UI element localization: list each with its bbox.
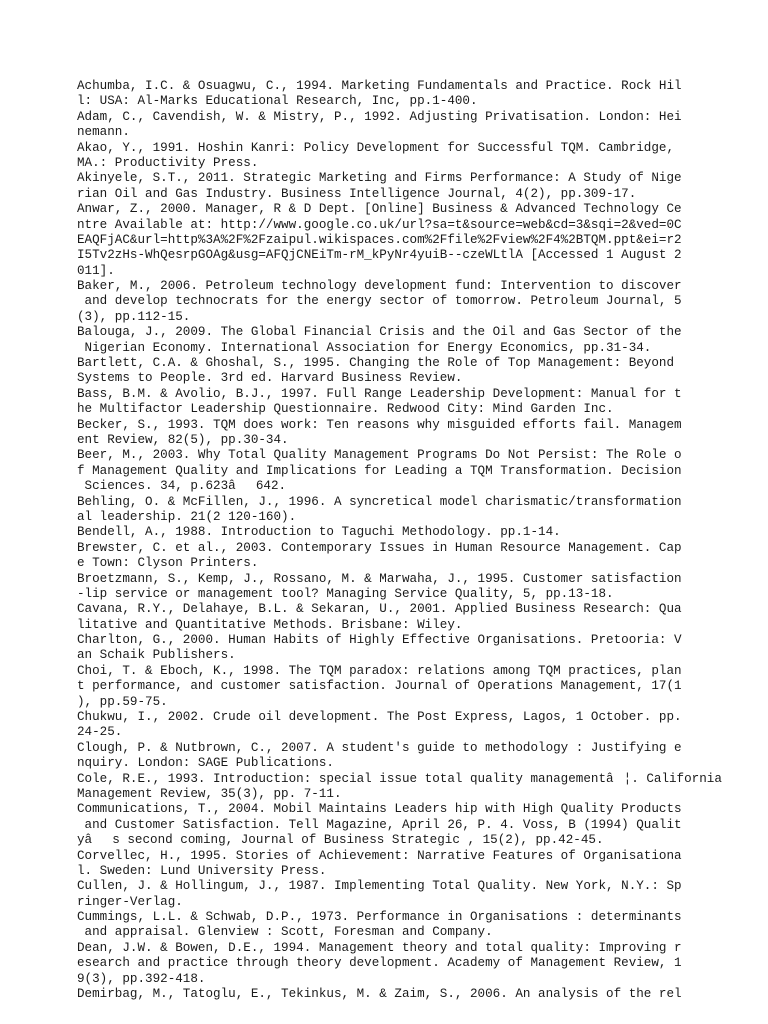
reference-line: Dean, J.W. & Bowen, D.E., 1994. Management theory and total quality: Improving r bbox=[77, 940, 682, 955]
reference-line: Cullen, J. & Hollingum, J., 1987. Implementing Total Quality. New York, N.Y.: Sp bbox=[77, 879, 682, 894]
reference-line: (3), pp.112-15. bbox=[77, 309, 191, 324]
reference-line: Cavana, R.Y., Delahaye, B.L. & Sekaran, U., 2001. Applied Business Research: Qua bbox=[77, 602, 682, 617]
reference-line: yâs second coming, Journal of Business Strategic , 15(2), pp.42-45. bbox=[77, 833, 604, 848]
reference-line: Broetzmann, S., Kemp, J., Rossano, M. & Marwaha, J., 1995. Customer satisfaction bbox=[77, 571, 682, 586]
reference-line: MA.: Productivity Press. bbox=[77, 155, 259, 170]
reference-line: nquiry. London: SAGE Publications. bbox=[77, 756, 334, 771]
reference-line: 9(3), pp.392-418. bbox=[77, 971, 206, 986]
reference-line: Bendell, A., 1988. Introduction to Taguchi Methodology. pp.1-14. bbox=[77, 525, 561, 540]
reference-line: Becker, S., 1993. TQM does work: Ten reasons why misguided efforts fail. Managem bbox=[77, 417, 682, 432]
reference-line: Demirbag, M., Tatoglu, E., Tekinkus, M. & Zaim, S., 2006. An analysis of the rel bbox=[77, 987, 682, 1002]
reference-line: Bass, B.M. & Avolio, B.J., 1997. Full Range Leadership Development: Manual for t bbox=[77, 386, 682, 401]
reference-line: ent Review, 82(5), pp.30-34. bbox=[77, 432, 289, 447]
reference-line: Management Review, 35(3), pp. 7-11. bbox=[77, 786, 342, 801]
reference-line: rian Oil and Gas Industry. Business Intelligence Journal, 4(2), pp.309-17. bbox=[77, 186, 637, 201]
reference-line: 24-25. bbox=[77, 725, 123, 740]
reference-line: Akao, Y., 1991. Hoshin Kanri: Policy Development for Successful TQM. Cambridge, bbox=[77, 140, 675, 155]
reference-line: EAQFjAC&url=http%3A%2F%2Fzaipul.wikispaces.com%2Ffile%2Fview%2F4%2BTQM.ppt&ei=r2 bbox=[77, 232, 682, 247]
reference-line: Bartlett, C.A. & Ghoshal, S., 1995. Changing the Role of Top Management: Beyond bbox=[77, 356, 675, 371]
reference-line: 011]. bbox=[77, 263, 115, 278]
reference-line: -lip service or management tool? Managing Service Quality, 5, pp.13-18. bbox=[77, 586, 614, 601]
reference-line: ntre Available at: http://www.google.co.uk/url?sa=t&source=web&cd=3&sqi=2&ved=0C bbox=[77, 217, 682, 232]
reference-line: ), pp.59-75. bbox=[77, 694, 168, 709]
reference-line: Charlton, G., 2000. Human Habits of Highly Effective Organisations. Pretooria: V bbox=[77, 633, 682, 648]
reference-line: Cole, R.E., 1993. Introduction: special issue total quality managementâ¦. California bbox=[77, 771, 722, 786]
reference-line: Sciences. 34, p.623â642. bbox=[77, 479, 287, 494]
reference-line: Behling, O. & McFillen, J., 1996. A syncretical model charismatic/transformation bbox=[77, 494, 682, 509]
reference-line: Cummings, L.L. & Schwab, D.P., 1973. Performance in Organisations : determinants bbox=[77, 910, 682, 925]
reference-line: Akinyele, S.T., 2011. Strategic Marketing and Firms Performance: A Study of Nige bbox=[77, 171, 682, 186]
reference-line: Nigerian Economy. International Association for Energy Economics, pp.31-34. bbox=[77, 340, 652, 355]
reference-line: Balouga, J., 2009. The Global Financial Crisis and the Oil and Gas Sector of the bbox=[77, 325, 682, 340]
reference-line: and develop technocrats for the energy sector of tomorrow. Petroleum Journal, 5 bbox=[77, 294, 682, 309]
reference-line: t performance, and customer satisfaction. Journal of Operations Management, 17(1 bbox=[77, 679, 682, 694]
reference-line: al leadership. 21(2 120-160). bbox=[77, 509, 297, 524]
reference-line: f Management Quality and Implications for Leading a TQM Transformation. Decision bbox=[77, 463, 682, 478]
reference-line: Brewster, C. et al., 2003. Contemporary Issues in Human Resource Management. Cap bbox=[77, 540, 682, 555]
reference-line: Communications, T., 2004. Mobil Maintains Leaders hip with High Quality Products bbox=[77, 802, 682, 817]
reference-list bbox=[77, 79, 768, 1002]
reference-line: l: USA: Al-Marks Educational Research, Inc, pp.1-400. bbox=[77, 94, 478, 109]
reference-line: litative and Quantitative Methods. Brisbane: Wiley. bbox=[77, 617, 463, 632]
reference-line: Systems to People. 3rd ed. Harvard Business Review. bbox=[77, 371, 463, 386]
reference-line: Beer, M., 2003. Why Total Quality Management Programs Do Not Persist: The Role o bbox=[77, 448, 682, 463]
reference-line: esearch and practice through theory development. Academy of Management Review, 1 bbox=[77, 956, 682, 971]
reference-line: Choi, T. & Eboch, K., 1998. The TQM paradox: relations among TQM practices, plan bbox=[77, 663, 682, 678]
reference-line: Adam, C., Cavendish, W. & Mistry, P., 1992. Adjusting Privatisation. London: Hei bbox=[77, 109, 682, 124]
reference-line: Anwar, Z., 2000. Manager, R & D Dept. [Online] Business & Advanced Technology Ce bbox=[77, 202, 682, 217]
reference-line: nemann. bbox=[77, 125, 130, 140]
reference-line: l. Sweden: Lund University Press. bbox=[77, 863, 327, 878]
reference-line: Clough, P. & Nutbrown, C., 2007. A student's guide to methodology : Justifying e bbox=[77, 740, 682, 755]
reference-line: and appraisal. Glenview : Scott, Foresman and Company. bbox=[77, 925, 493, 940]
reference-line: Corvellec, H., 1995. Stories of Achievement: Narrative Features of Organisationa bbox=[77, 848, 682, 863]
reference-line: ringer-Verlag. bbox=[77, 894, 183, 909]
reference-line: Achumba, I.C. & Osuagwu, C., 1994. Marketing Fundamentals and Practice. Rock Hil bbox=[77, 79, 682, 93]
reference-line: an Schaik Publishers. bbox=[77, 648, 236, 663]
reference-line: e Town: Clyson Printers. bbox=[77, 556, 259, 571]
reference-line: he Multifactor Leadership Questionnaire. Redwood City: Mind Garden Inc. bbox=[77, 402, 614, 417]
reference-line: Chukwu, I., 2002. Crude oil development. The Post Express, Lagos, 1 October. pp. bbox=[77, 710, 682, 725]
reference-line: I5Tv2zHs-WhQesrpGOAg&usg=AFQjCNEiTm-rM_kPyNr4yuiB--czeWLtlA [Accessed 1 August 2 bbox=[77, 248, 682, 263]
reference-line: and Customer Satisfaction. Tell Magazine, April 26, P. 4. Voss, B (1994) Qualit bbox=[77, 817, 682, 832]
reference-line: Baker, M., 2006. Petroleum technology development fund: Intervention to discover bbox=[77, 279, 682, 294]
